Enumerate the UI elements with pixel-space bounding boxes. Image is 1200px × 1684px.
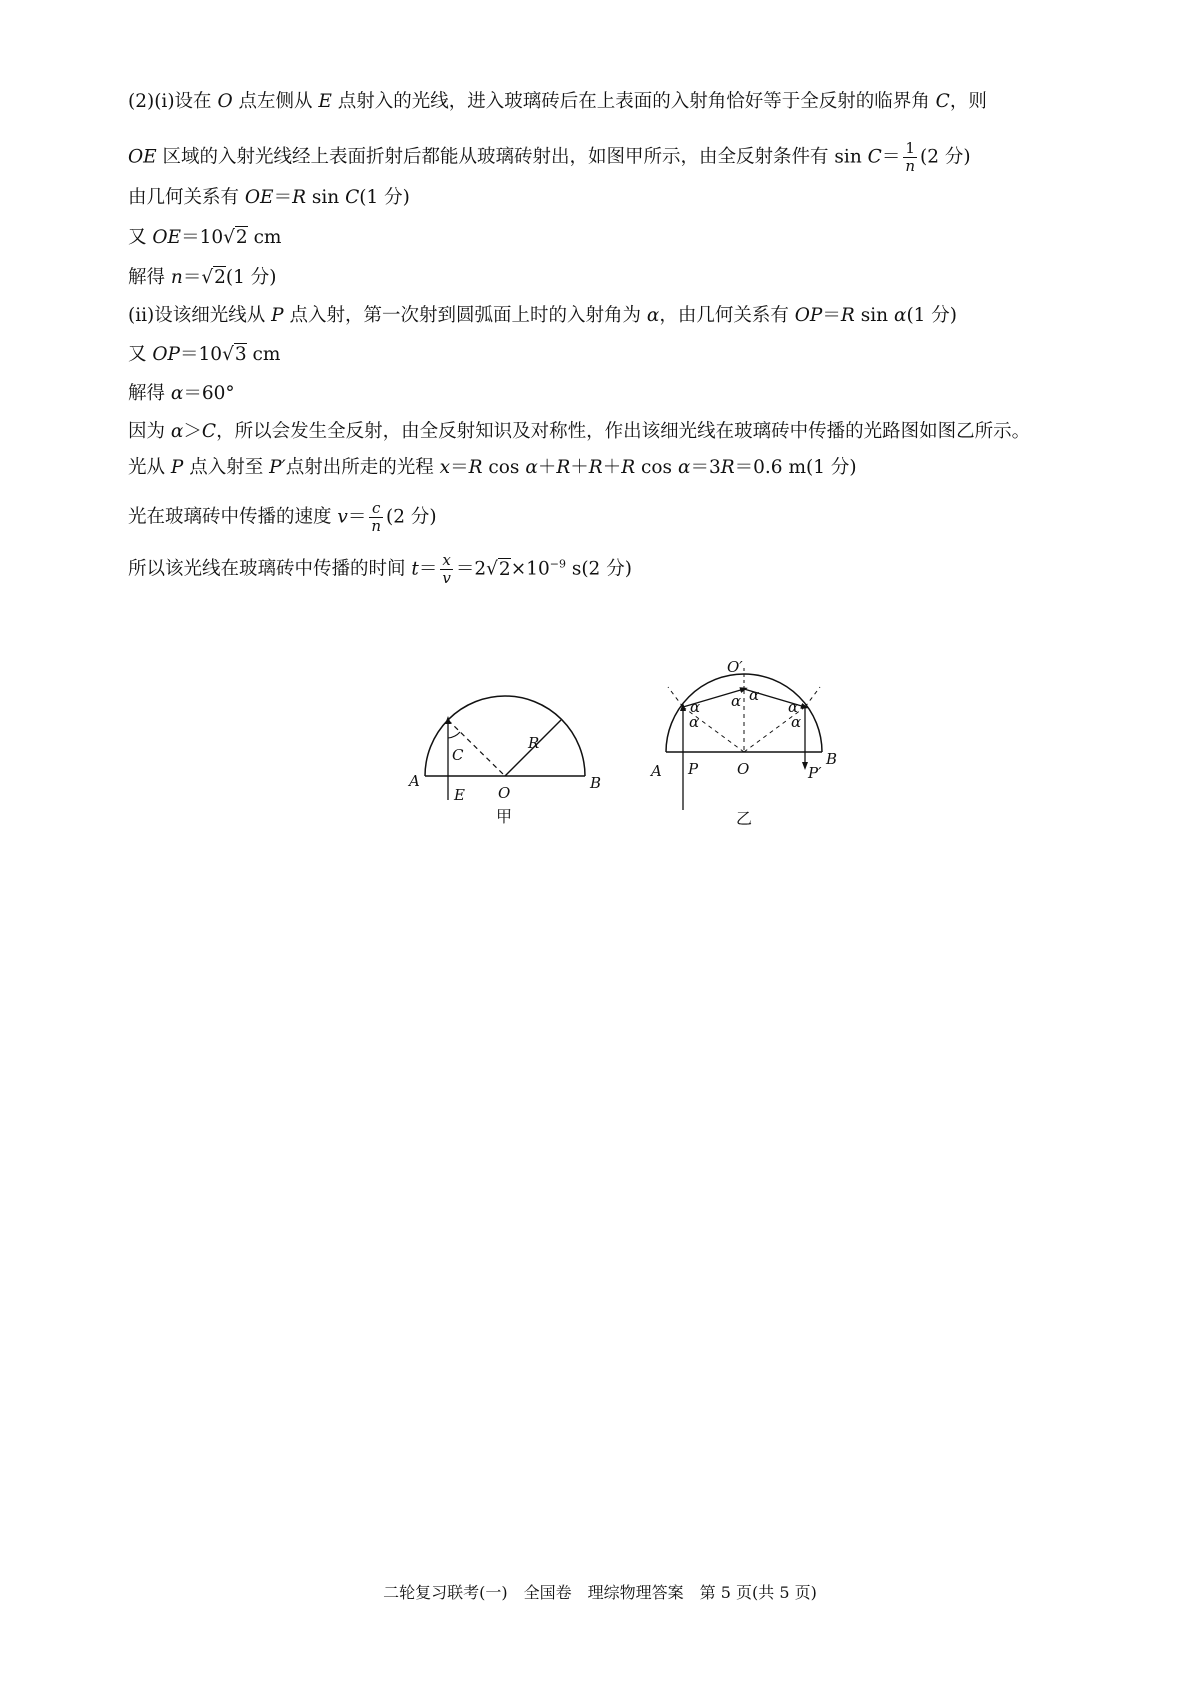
yi-label-p: P	[688, 760, 699, 778]
var-v: v	[337, 506, 348, 528]
text: 又	[128, 344, 153, 365]
var-P: P	[271, 305, 284, 326]
var-C: C	[935, 91, 950, 112]
var-E: E	[318, 91, 332, 112]
jia-arc	[425, 696, 585, 776]
text: 光从	[128, 457, 171, 478]
var-C: C	[345, 187, 360, 208]
var-alpha: α	[170, 383, 184, 404]
text: 所以该光线在玻璃砖中传播的时间	[128, 558, 412, 580]
jia-label-c: C	[452, 746, 464, 764]
text: ＝0.6 m(1 分)	[734, 457, 857, 478]
var-R: R	[588, 457, 603, 478]
sqrt-radicand: 2	[214, 267, 226, 288]
var-R: R	[720, 457, 735, 478]
sqrt-sign: √	[201, 267, 214, 288]
text: 解得	[128, 383, 171, 404]
text: 点左侧从	[232, 91, 319, 112]
var-C: C	[201, 421, 217, 442]
text: 又	[128, 227, 153, 248]
var-R: R	[840, 305, 855, 326]
var-R: R	[556, 457, 571, 478]
text: ，由几何关系有	[659, 305, 795, 326]
text: ＋	[570, 457, 589, 478]
jia-label-r: R	[528, 734, 540, 752]
sqrt-sign: √	[486, 558, 498, 580]
text: ＝	[182, 267, 202, 288]
jia-label-o: O	[498, 784, 511, 802]
yi-label-b: B	[826, 750, 838, 768]
var-n: n	[170, 267, 183, 288]
text: (1 分)	[225, 267, 277, 288]
yi-label-o: O	[737, 760, 750, 778]
text: ＝10	[181, 227, 224, 248]
jia-label-b: B	[590, 774, 602, 792]
jia-label-e: E	[454, 786, 465, 804]
var-OP: OP	[794, 305, 823, 326]
var-R: R	[621, 457, 636, 478]
var-t: t	[411, 558, 419, 580]
numerator: x	[440, 552, 452, 570]
yi-label-p-prime: P′	[808, 764, 822, 782]
text: ＝60°	[183, 383, 235, 404]
yi-alpha-3: α	[731, 692, 742, 710]
text: 点入射，第一次射到圆弧面上时的入射角为	[283, 305, 647, 326]
denominator: v	[442, 569, 451, 587]
text: ＞	[183, 421, 202, 442]
sqrt-radicand: 2	[235, 227, 248, 248]
text: ，则	[949, 91, 987, 112]
text: 区域的入射光线经上表面折射后都能从玻璃砖射出，如图甲所示，由全反射条件有 sin	[156, 146, 868, 168]
text: sin	[306, 187, 346, 208]
text: (2 分)	[386, 506, 437, 528]
text: 点射出所走的光程	[285, 457, 440, 478]
text: ＋	[537, 457, 557, 478]
denominator: n	[905, 157, 915, 175]
yi-normal-left-ext	[668, 687, 683, 707]
denominator: n	[371, 517, 382, 535]
text: (ⅱ)设该细光线从	[128, 305, 272, 326]
text: ＝3	[690, 457, 721, 478]
text: cm	[246, 344, 281, 365]
jia-angle-c-arc	[448, 732, 460, 738]
text: (1 分)	[906, 305, 958, 326]
var-alpha: α	[677, 457, 691, 478]
text: 点射入的光线，进入玻璃砖后在上表面的入射角恰好等于全反射的临界角	[331, 91, 936, 112]
text: ＝	[347, 506, 367, 528]
yi-alpha-5: α	[788, 698, 799, 716]
text: ，所以会发生全反射，由全反射知识及对称性，作出该细光线在玻璃砖中传播的光路图如图乙所示。	[216, 421, 1031, 442]
sqrt-radicand: 3	[234, 344, 247, 365]
var-x: x	[439, 457, 451, 478]
text: s(2 分)	[565, 558, 632, 580]
var-P-prime: P′	[269, 457, 286, 478]
var-alpha: α	[170, 421, 184, 442]
text: (1 分)	[359, 187, 410, 208]
text: 由几何关系有	[128, 187, 245, 208]
var-alpha: α	[646, 305, 660, 326]
text: 点入射至	[183, 457, 270, 478]
var-O: O	[217, 91, 233, 112]
text: ＝10	[180, 344, 223, 365]
yi-label-a: A	[651, 762, 662, 780]
yi-alpha-6: α	[791, 713, 802, 731]
text: ＝2	[455, 558, 487, 580]
var-OE: OE	[244, 187, 274, 208]
var-OE: OE	[128, 146, 157, 168]
text: 解得	[128, 267, 171, 288]
yi-caption: 乙	[736, 809, 753, 828]
sqrt-sign: √	[222, 344, 234, 365]
text: cm	[247, 227, 282, 248]
jia-caption: 甲	[496, 807, 513, 826]
var-alpha: α	[893, 305, 907, 326]
sqrt-radicand: 2	[498, 558, 511, 580]
text: 光在玻璃砖中传播的速度	[128, 506, 338, 528]
yi-label-o-prime: O′	[727, 658, 743, 676]
exponent: −9	[549, 557, 566, 571]
var-alpha: α	[525, 457, 538, 478]
var-R: R	[468, 457, 483, 478]
text: ＝	[273, 187, 293, 208]
text: ＝	[450, 457, 469, 478]
var-C: C	[867, 146, 882, 168]
figure-yi	[649, 658, 837, 828]
jia-label-a: A	[409, 772, 420, 790]
text: cos	[482, 457, 526, 478]
var-OE: OE	[152, 227, 182, 248]
text: ＝	[822, 305, 841, 326]
text: (2 分)	[920, 146, 971, 168]
text: ＋	[602, 457, 622, 478]
text: sin	[854, 305, 894, 326]
text: (2)(ⅰ)设在	[128, 91, 218, 112]
yi-normal-right-ext	[805, 687, 820, 707]
yi-alpha-4: α	[749, 686, 760, 704]
var-OP: OP	[152, 344, 181, 365]
text: cos	[635, 457, 678, 478]
text: ＝	[418, 558, 438, 580]
text: ×10	[510, 558, 550, 580]
yi-alpha-2: α	[689, 713, 700, 731]
numerator: 1	[903, 140, 917, 158]
numerator: c	[369, 500, 383, 518]
page-footer: 二轮复习联考(一) 全国卷 理综物理答案 第 5 页(共 5 页)	[383, 1583, 817, 1602]
yi-alpha-1: α	[690, 698, 701, 716]
var-R: R	[292, 187, 307, 208]
text: ＝	[881, 146, 901, 168]
var-P: P	[170, 457, 184, 478]
sqrt-sign: √	[223, 227, 235, 248]
text: 因为	[128, 421, 171, 442]
figure-jia	[407, 696, 601, 826]
